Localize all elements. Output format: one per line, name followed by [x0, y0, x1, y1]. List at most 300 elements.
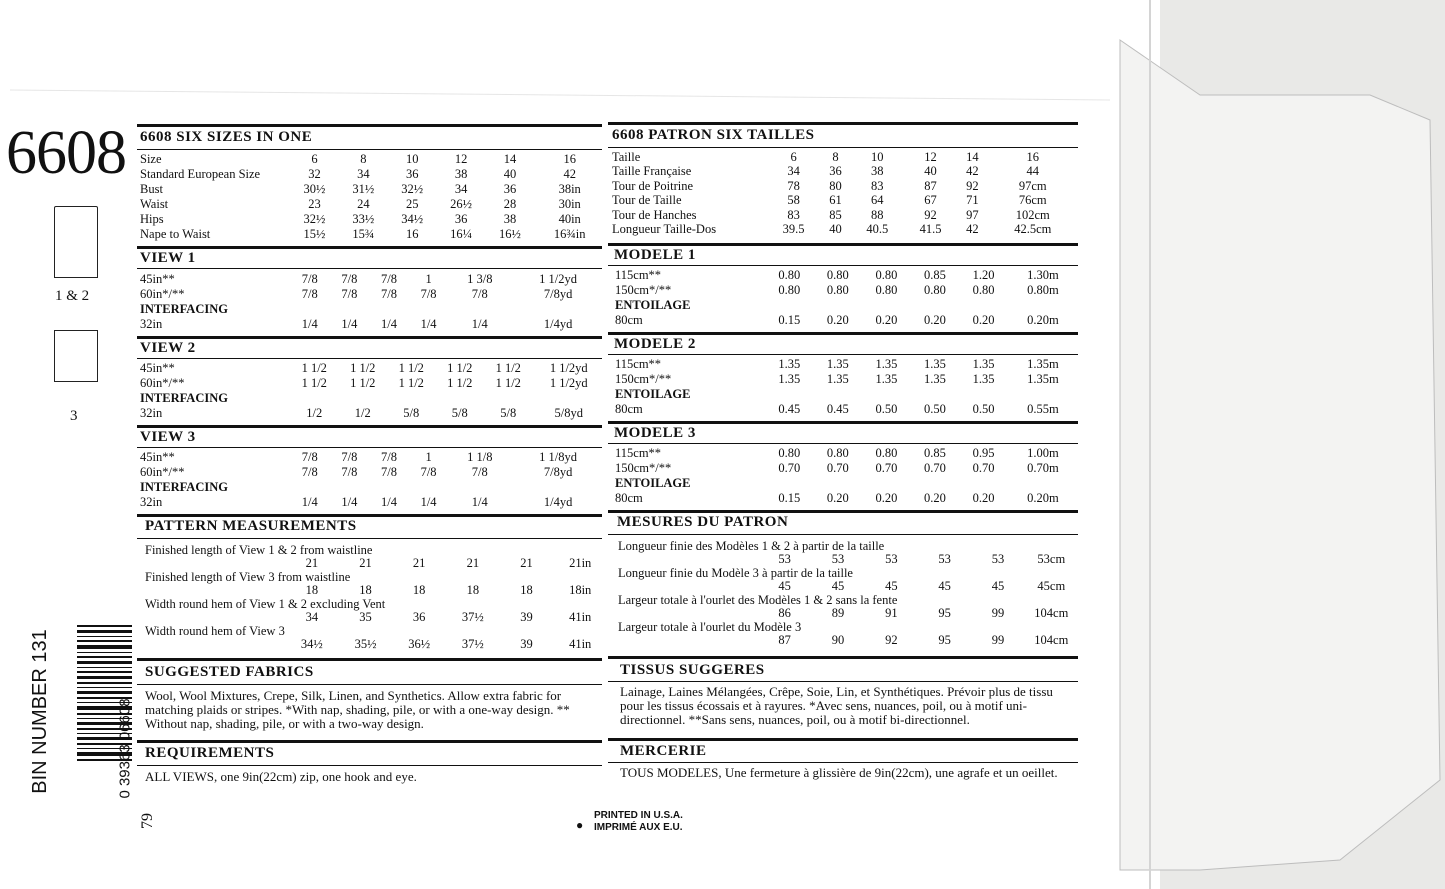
cell-value: 5/8 — [403, 405, 420, 420]
fr-modele2-table — [615, 357, 1078, 417]
cell-value — [533, 391, 606, 406]
table-row — [615, 313, 1078, 328]
cell-value: 14 — [503, 151, 517, 166]
list-item — [618, 594, 1078, 621]
cell-value — [959, 387, 1008, 402]
cell-value: 12 — [924, 149, 937, 164]
list-item — [145, 571, 607, 598]
cell-value: 28 — [503, 196, 517, 211]
cell-value: 8 — [832, 149, 839, 164]
printed-in-en: PRINTED IN U.S.A. — [594, 810, 683, 821]
en-view3-table — [140, 450, 605, 510]
cell-value — [511, 302, 605, 317]
cell-value: 0.80m — [1027, 282, 1059, 297]
cell-value: 45 — [831, 579, 845, 593]
cell-value: 0.80 — [826, 267, 849, 282]
row-label: ENTOILAGE — [615, 297, 691, 312]
row-label: 45in** — [140, 271, 175, 286]
row-label: INTERFACING — [140, 301, 228, 316]
table-row — [615, 283, 1078, 298]
cell-value: 0.50 — [924, 401, 946, 416]
cell-value — [290, 391, 339, 406]
row-label: Standard European Size — [140, 166, 261, 181]
en-view3-title: VIEW 3 — [140, 429, 196, 445]
cell-value: 1.35 — [972, 371, 995, 386]
barcode-digits: 0 39363 06608 — [116, 698, 134, 799]
cell-value: 7/8 — [301, 449, 318, 464]
en-requirements-title: REQUIREMENTS — [145, 745, 275, 761]
cell-value: 39 — [520, 637, 533, 651]
row-label: Tour de Hanches — [612, 207, 697, 222]
cell-value: 30in — [558, 196, 581, 211]
en-requirements-text: ALL VIEWS, one 9in(22cm) zip, one hook and eye. — [145, 769, 417, 784]
cell-value: 10 — [871, 149, 884, 164]
cell-value: 10 — [405, 151, 419, 166]
row-label: Tour de Taille — [612, 193, 682, 207]
table-row — [615, 298, 1078, 313]
cell-value: 1/2 — [354, 405, 371, 420]
en-view2-title: VIEW 2 — [140, 340, 196, 356]
row-label: Taille — [612, 149, 641, 164]
row-label: Taille Française — [612, 164, 692, 178]
cell-value: 35 — [359, 610, 372, 624]
cell-value: 1 1/2 — [301, 375, 327, 390]
cell-value: 1/2 — [306, 405, 323, 420]
cell-value: 21 — [412, 556, 426, 570]
cell-value: 1/4 — [341, 316, 358, 331]
cell-value — [448, 480, 511, 495]
row-label: 115cm** — [615, 267, 662, 282]
cell-value: 1 1/2 — [398, 360, 424, 375]
row-label: 115cm** — [615, 356, 662, 371]
row-label: 115cm** — [615, 445, 662, 460]
cell-value: 0.80 — [778, 267, 801, 282]
cell-value: 45cm — [1037, 579, 1066, 593]
cell-value: 7/8 — [341, 286, 358, 301]
cell-value: 1.35m — [1027, 371, 1059, 386]
cell-value: 16 — [563, 151, 576, 166]
cell-value: 38 — [503, 211, 517, 226]
cell-value: 95 — [938, 606, 951, 620]
cell-value: 18 — [520, 583, 533, 597]
cell-value: 36½ — [408, 637, 431, 651]
cell-value: 18 — [412, 583, 426, 597]
cell-value: 41in — [569, 610, 592, 624]
cell-value: 7/8 — [380, 449, 397, 464]
fr-modele2-title: MODELE 2 — [614, 336, 696, 352]
cell-value: 1 1/2yd — [549, 360, 588, 375]
cell-value: 1 — [425, 449, 432, 464]
cell-value: 53 — [831, 552, 845, 566]
cell-value: 1/4 — [420, 494, 437, 509]
table-row — [615, 476, 1078, 491]
cell-value: 80 — [829, 178, 842, 193]
cell-value — [814, 387, 863, 402]
cell-value — [409, 480, 449, 495]
table-row — [140, 480, 605, 495]
cell-value: 7/8 — [341, 271, 358, 286]
cell-value: 41.5 — [919, 222, 942, 236]
fr-modele3-table — [615, 446, 1078, 506]
cell-value: 34 — [305, 610, 319, 624]
cell-value: 1/4 — [471, 316, 488, 331]
table-row — [140, 406, 605, 421]
cell-value: 36 — [405, 166, 419, 181]
table-row — [612, 179, 1078, 194]
cell-value: 0.80 — [924, 282, 946, 297]
table-row — [140, 197, 605, 212]
table-row — [615, 461, 1078, 476]
fr-size-table — [612, 150, 1078, 237]
cell-value: 53 — [885, 552, 898, 566]
cell-value: 34 — [787, 164, 800, 178]
cell-value — [765, 476, 814, 491]
table-row — [140, 212, 605, 227]
cell-value: 1 1/2yd — [539, 271, 578, 286]
table-row — [140, 495, 605, 510]
cell-value: 1 1/2 — [350, 360, 376, 375]
cell-value — [959, 298, 1008, 313]
cell-value: 35½ — [354, 637, 377, 651]
row-label: 80cm — [615, 490, 643, 505]
cell-value: 0.95 — [972, 445, 995, 460]
row-label: Longueur Taille-Dos — [612, 222, 717, 236]
cell-value: 42 — [966, 164, 979, 178]
cell-value: 104cm — [1034, 633, 1069, 647]
cell-value: 76cm — [1018, 193, 1047, 207]
fr-fabrics-title: TISSUS SUGGERES — [620, 662, 765, 678]
cell-value: 92 — [966, 178, 979, 193]
table-row — [615, 387, 1078, 402]
cell-value: 7/8yd — [543, 464, 573, 479]
cell-value: 16¼ — [450, 226, 472, 241]
cell-value: 53 — [991, 552, 1005, 566]
cell-value: 1/4 — [341, 494, 358, 509]
row-label: INTERFACING — [140, 390, 228, 405]
cell-value: 1 1/8 — [467, 449, 493, 464]
table-row — [140, 287, 605, 302]
cell-value: 1.00m — [1027, 445, 1059, 460]
table-row — [140, 391, 605, 406]
cell-value: 0.50 — [972, 401, 995, 416]
cell-value — [290, 480, 330, 495]
cell-value: 86 — [778, 606, 791, 620]
cell-value: 42.5cm — [1014, 222, 1052, 236]
fr-modele1-table — [615, 268, 1078, 328]
cell-value: 91 — [885, 606, 898, 620]
en-fabrics-title: SUGGESTED FABRICS — [145, 664, 314, 680]
cell-value: 1 1/2yd — [549, 375, 588, 390]
cell-value: 45 — [991, 579, 1005, 593]
cell-value: 0.80 — [875, 445, 898, 460]
row-label: 60in*/** — [140, 375, 185, 390]
printed-in — [594, 810, 683, 834]
table-row — [612, 165, 1078, 180]
cell-value: 0.20 — [826, 312, 849, 327]
cell-value: 25 — [405, 196, 419, 211]
cell-value: 33½ — [352, 211, 375, 226]
table-row — [140, 465, 605, 480]
cell-value: 7/8 — [380, 464, 397, 479]
cell-value: 36 — [454, 211, 468, 226]
cell-value: 0.20 — [924, 490, 946, 505]
cell-value: 7/8 — [420, 464, 437, 479]
cell-value: 1 1/2 — [398, 375, 424, 390]
pattern-number: 6608 — [6, 119, 126, 187]
cell-value: 40.5 — [866, 222, 889, 236]
cell-value: 1 1/8yd — [539, 449, 578, 464]
cell-value: 1 1/2 — [447, 375, 473, 390]
cell-value: 78 — [787, 178, 800, 193]
cell-value: 0.80 — [875, 267, 898, 282]
table-row — [140, 376, 605, 391]
list-item — [618, 567, 1078, 594]
row-label: 80cm — [615, 401, 643, 416]
bullet-icon: ● — [576, 818, 584, 832]
cell-value: 53 — [778, 552, 791, 566]
drawing-label-views-1-2: 1 & 2 — [55, 288, 90, 304]
cell-value: 31½ — [352, 181, 375, 196]
table-row — [140, 272, 605, 287]
cell-value: 1 3/8 — [467, 271, 493, 286]
cell-value: 99 — [991, 606, 1005, 620]
cell-value — [448, 302, 511, 317]
en-size-table — [140, 152, 605, 242]
cell-value: 7/8 — [471, 464, 488, 479]
cell-value: 92 — [885, 633, 898, 647]
cell-value: 1.35 — [826, 356, 849, 371]
cell-value: 18 — [305, 583, 319, 597]
cell-value — [369, 480, 409, 495]
cell-value: 21 — [359, 556, 372, 570]
cell-value: 0.85 — [924, 445, 946, 460]
cell-value: 67 — [924, 193, 937, 207]
cell-value: 104cm — [1034, 606, 1069, 620]
cell-value: 1/4yd — [543, 494, 573, 509]
cell-value: 16 — [1026, 149, 1040, 164]
cell-value: 61 — [829, 193, 842, 207]
cell-value: 6 — [790, 149, 797, 164]
cell-value: 71 — [966, 193, 979, 207]
row-label: INTERFACING — [140, 479, 228, 494]
cell-value: 16¾in — [553, 226, 586, 241]
cell-value: 23 — [308, 196, 321, 211]
cell-value: 44 — [1026, 164, 1040, 178]
cell-value — [765, 298, 814, 313]
cell-value: 0.80 — [826, 445, 849, 460]
cell-value: 0.20 — [875, 490, 898, 505]
cell-value: 0.80 — [972, 282, 995, 297]
cell-value: 7/8 — [301, 286, 318, 301]
cell-value: 45 — [885, 579, 898, 593]
cell-value: 0.20m — [1027, 312, 1059, 327]
cell-value — [484, 391, 533, 406]
cell-value: 30½ — [303, 181, 326, 196]
fr-notions-title: MERCERIE — [620, 743, 707, 759]
cell-value: 37½ — [461, 637, 484, 651]
table-row — [612, 208, 1078, 223]
measurement-label: Finished length of View 3 from waistline — [145, 570, 351, 584]
cell-value: 24 — [357, 196, 370, 211]
cell-value: 64 — [871, 193, 884, 207]
cell-value: 0.80 — [826, 282, 849, 297]
cell-value: 7/8 — [471, 286, 488, 301]
row-label: Tour de Poitrine — [612, 178, 694, 193]
row-label: 45in** — [140, 360, 175, 375]
list-item — [145, 598, 607, 625]
row-label: ENTOILAGE — [615, 386, 691, 401]
cell-value: 0.70 — [924, 460, 946, 475]
bin-number: BIN NUMBER 131 — [28, 629, 51, 794]
row-label: 150cm*/** — [615, 282, 672, 297]
cell-value: 1.35 — [778, 356, 801, 371]
cell-value: 53 — [938, 552, 951, 566]
cell-value: 0.70 — [778, 460, 801, 475]
table-row — [140, 167, 605, 182]
en-measurements-list — [145, 544, 607, 652]
row-label: 32in — [140, 494, 163, 509]
cell-value: 18 — [466, 583, 480, 597]
cell-value: 97cm — [1018, 178, 1047, 193]
fr-measurements-list — [618, 540, 1078, 648]
table-row — [612, 194, 1078, 209]
table-row — [140, 317, 605, 332]
cell-value — [862, 298, 911, 313]
table-row — [615, 357, 1078, 372]
cell-value: 1.35 — [826, 371, 849, 386]
cell-value: 1.35 — [924, 356, 946, 371]
table-row — [140, 227, 605, 242]
cell-value: 1/4yd — [543, 316, 573, 331]
cell-value: 21in — [569, 556, 592, 570]
cell-value: 7/8 — [380, 271, 397, 286]
cell-value: 1.20 — [972, 267, 995, 282]
cell-value: 0.70 — [875, 460, 898, 475]
cell-value — [862, 387, 911, 402]
cell-value: 0.55m — [1027, 401, 1059, 416]
cell-value: 1.35 — [875, 371, 898, 386]
cell-value: 0.70 — [826, 460, 849, 475]
cell-value — [1008, 476, 1078, 491]
cell-value: 40in — [558, 211, 581, 226]
en-view1-table — [140, 272, 605, 332]
cell-value: 34½ — [300, 637, 323, 651]
cell-value: 7/8 — [341, 449, 358, 464]
cell-value: 1/4 — [380, 316, 397, 331]
cell-value: 38 — [871, 164, 884, 178]
shorts-drawing-icon — [54, 330, 98, 382]
cell-value: 0.20 — [924, 312, 946, 327]
cell-value: 0.80 — [778, 282, 801, 297]
table-row — [615, 372, 1078, 387]
table-row — [612, 223, 1078, 238]
cell-value — [369, 302, 409, 317]
row-label: Nape to Waist — [140, 226, 211, 241]
row-label: 150cm*/** — [615, 460, 672, 475]
list-item — [618, 540, 1078, 567]
cell-value — [1008, 298, 1078, 313]
table-row — [612, 150, 1078, 165]
cell-value — [290, 302, 330, 317]
drawing-label-view-3: 3 — [70, 408, 78, 424]
cell-value: 41in — [569, 637, 592, 651]
cell-value: 0.80 — [875, 282, 898, 297]
cell-value: 0.20 — [972, 490, 995, 505]
cell-value — [814, 298, 863, 313]
en-measurements-title: PATTERN MEASUREMENTS — [145, 518, 357, 534]
cell-value — [911, 476, 960, 491]
cell-value: 16½ — [499, 226, 521, 241]
cell-value: 87 — [778, 633, 791, 647]
cell-value: 40 — [503, 166, 517, 181]
cell-value: 42 — [563, 166, 576, 181]
cell-value: 5/8 — [500, 405, 517, 420]
fr-notions-text: TOUS MODELES, Une fermeture à glissière de 9in(22cm), une agrafe et un oeillet. — [620, 765, 1058, 780]
cell-value: 0.15 — [778, 490, 801, 505]
cell-value: 14 — [966, 149, 979, 164]
cell-value: 1 1/2 — [301, 360, 327, 375]
row-label: Bust — [140, 181, 163, 196]
cell-value: 34 — [454, 181, 468, 196]
row-label: ENTOILAGE — [615, 475, 691, 490]
cell-value: 21 — [305, 556, 319, 570]
cell-value: 6 — [311, 151, 318, 166]
cell-value: 34 — [357, 166, 370, 181]
fr-fabrics-text: Lainage, Laines Mélangées, Crêpe, Soie, Lin, et Synthétiques. Prévoir plus de tissu pour les tissus écossais et à rayures. *Avec sens, nuances, poil, ou à motif uni-directionnel. **Sans sens, nuances, poil, ou à motif bi-directionnel. — [620, 684, 1053, 727]
cell-value: 38in — [558, 181, 581, 196]
cell-value — [765, 387, 814, 402]
row-label: 32in — [140, 405, 163, 420]
cell-value: 87 — [924, 178, 937, 193]
cell-value: 38 — [454, 166, 468, 181]
table-row — [140, 450, 605, 465]
cell-value: 34½ — [401, 211, 424, 226]
fr-title: 6608 PATRON SIX TAILLES — [612, 127, 815, 143]
list-item — [145, 625, 607, 652]
cell-value — [959, 476, 1008, 491]
cell-value — [330, 302, 370, 317]
cell-value: 1.35 — [924, 371, 946, 386]
cell-value: 15¾ — [352, 226, 375, 241]
cell-value: 97 — [966, 207, 979, 222]
cell-value: 1.35m — [1027, 356, 1059, 371]
cell-value: 0.70m — [1027, 460, 1059, 475]
table-row — [615, 268, 1078, 283]
cell-value: 32½ — [303, 211, 326, 226]
cell-value: 1.35 — [778, 371, 801, 386]
cell-value: 16 — [405, 226, 419, 241]
cell-value: 92 — [924, 207, 937, 222]
cell-value: 0.20 — [875, 312, 898, 327]
cell-value: 18in — [569, 583, 592, 597]
cell-value: 37½ — [461, 610, 484, 624]
table-row — [615, 491, 1078, 506]
cell-value: 0.85 — [924, 267, 946, 282]
cell-value: 1.35 — [972, 356, 995, 371]
cell-value: 102cm — [1015, 207, 1050, 222]
cell-value: 7/8 — [420, 286, 437, 301]
fr-measurements-title: MESURES DU PATRON — [617, 514, 789, 530]
cell-value: 89 — [831, 606, 845, 620]
cell-value: 0.20 — [972, 312, 995, 327]
cell-value: 36 — [829, 164, 842, 178]
cell-value: 7/8 — [301, 271, 318, 286]
cell-value: 1/4 — [301, 316, 318, 331]
measurement-label: Longueur finie du Modèle 3 à partir de la taille — [618, 566, 853, 580]
cell-value — [911, 298, 960, 313]
measurement-label: Width round hem of View 1 & 2 excluding Vent — [145, 597, 386, 611]
table-row — [615, 446, 1078, 461]
